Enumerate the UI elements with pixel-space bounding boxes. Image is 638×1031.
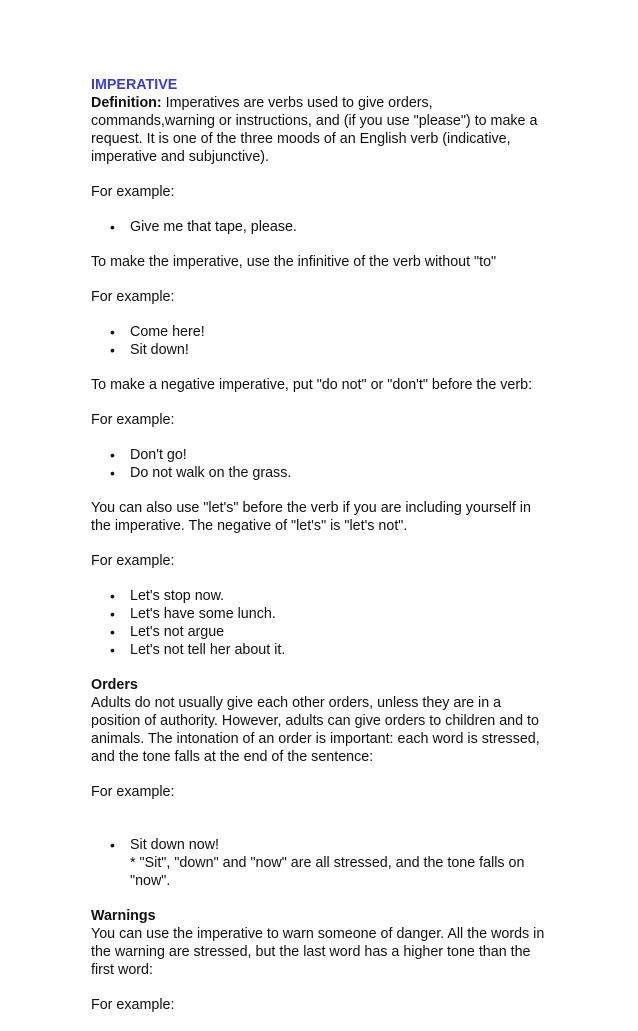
page-title: IMPERATIVE [91,77,178,93]
definition-text: Imperatives are verbs used to give orders, commands,warning or instructions, and (if you use "please") to make a request. It is one of the three moods of an English verb (indicative, imperative and subjunctive). [91,95,538,165]
example-label-6: For example: [91,997,175,1013]
orders-example-item: Sit down now! [130,837,220,853]
example-label-5: For example: [91,784,175,800]
orders-paragraph: Adults do not usually give each other orders, unless they are in a position of authority. However, adults can give orders to children and to animals. The intonation of an order is important: each word is stressed, and the tone falls at the end of the sentence: [91,695,540,765]
definition-paragraph [91,94,551,166]
orders-heading: Orders [91,677,138,693]
examples-list-4 [91,587,551,659]
list-item: • Give me that tape, please. [91,218,551,236]
definition-label: Definition: [91,95,162,111]
warnings-heading: Warnings [91,908,156,924]
example-label-3: For example: [91,412,175,428]
list-item: • Come here! [91,323,551,341]
list-item: • Let's not tell her about it. [91,641,551,659]
example-label-2: For example: [91,289,175,305]
spacer [91,818,551,836]
warnings-paragraph: You can use the imperative to warn someone of danger. All the words in the warning are stressed, but the last word has a higher tone than the first word: [91,926,545,978]
lets-paragraph: You can also use "let's" before the verb if you are including yourself in the imperative. The negative of "let's" is "let's not". [91,500,531,534]
examples-list-3 [91,446,551,482]
list-item [91,836,551,890]
orders-example-note: * "Sit", "down" and "now" are all stressed, and the tone falls on "now". [130,855,525,889]
list-item: • Don't go! [91,446,551,464]
list-item: • Let's stop now. [91,587,551,605]
example-label-1: For example: [91,184,175,200]
list-item: • Let's not argue [91,623,551,641]
make-imperative-paragraph: To make the imperative, use the infinitive of the verb without "to" [91,254,497,270]
examples-list-5 [91,836,551,890]
examples-list-2 [91,323,551,359]
document-page [91,76,551,1031]
examples-list-1 [91,218,551,236]
example-label-4: For example: [91,553,175,569]
list-item: • Sit down! [91,341,551,359]
make-negative-paragraph: To make a negative imperative, put "do not" or "don't" before the verb: [91,377,533,393]
list-item: • Do not walk on the grass. [91,464,551,482]
list-item: • Let's have some lunch. [91,605,551,623]
